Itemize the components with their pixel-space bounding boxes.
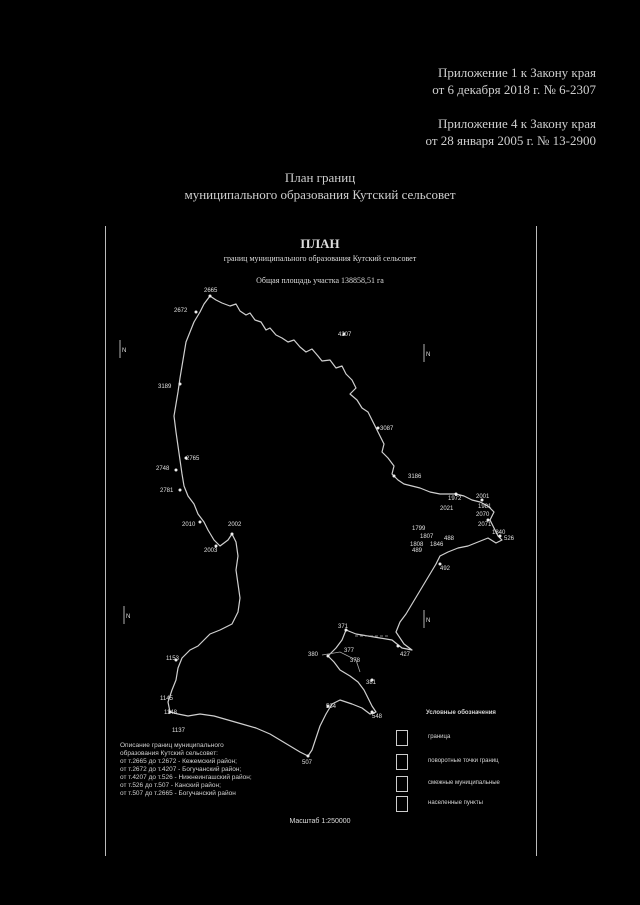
annex-1-line1: Приложение 1 к Закону края — [437, 65, 596, 80]
note-line: от т.507 до т.2665 - Богучанский район — [120, 790, 236, 797]
point-label: 2672 — [174, 308, 188, 314]
point-label: 2010 — [182, 522, 196, 528]
map-subheading: границ муниципального образования Кутский сельсовет — [223, 254, 417, 263]
point-label: 1145 — [160, 696, 173, 702]
legend-symbol-adjacent — [396, 776, 408, 792]
legend-symbol-boundary — [396, 730, 408, 746]
point-label: 2748 — [156, 466, 170, 472]
document-subtitle: муниципального образования Кутский сельсовет — [184, 187, 456, 202]
point-label: 3087 — [380, 426, 394, 432]
annex-1-line2: от 6 декабря 2018 г. № 6-2307 — [432, 82, 596, 97]
point-label: 507 — [302, 760, 313, 766]
point-label: 526 — [504, 536, 515, 542]
point-label: 492 — [440, 566, 451, 572]
legend-item: граница — [428, 734, 451, 740]
point-label: 371 — [338, 624, 349, 630]
note-line: от т.526 до т.507 - Канский район; — [120, 782, 221, 789]
map-area: Общая площадь участка 138858,51 га — [256, 276, 384, 285]
annex-4-line2: от 28 января 2005 г. № 13-2900 — [425, 133, 596, 148]
map-heading: ПЛАН — [300, 236, 340, 251]
document-title: План границ — [284, 170, 356, 185]
point-label: 2001 — [476, 494, 490, 500]
legend-symbol-points — [396, 754, 408, 770]
turning-points — [169, 295, 502, 758]
point-label: 1840 — [492, 530, 506, 536]
point-label: 3186 — [408, 474, 422, 480]
point-label: 1148 — [164, 710, 177, 716]
point-label: 380 — [308, 652, 319, 658]
legend-title: Условные обозначения — [426, 710, 496, 716]
point-label: 3189 — [158, 384, 172, 390]
legend-item: смежные муниципальные — [428, 780, 500, 786]
map-scale: Масштаб 1:250000 — [289, 818, 351, 825]
point-label: 1972 — [448, 496, 462, 502]
point-label: 1799 — [412, 526, 426, 532]
note-line: Описание границ муниципального — [120, 742, 224, 749]
point-label: 2665 — [204, 288, 218, 294]
point-label: 377 — [344, 648, 355, 654]
point-label: 2070 — [476, 512, 490, 518]
point-label: 4207 — [338, 332, 352, 338]
point-label: 427 — [400, 652, 411, 658]
municipal-boundary — [168, 296, 502, 756]
point-label: 378 — [350, 658, 361, 664]
north-arrow-label: N — [126, 614, 131, 620]
point-label: 2781 — [160, 488, 174, 494]
point-label: 2765 — [186, 456, 200, 462]
point-label: 1807 — [420, 534, 434, 540]
note-line: от т.2672 до т.4207 - Богучанский район; — [120, 766, 242, 773]
point-label: 1153 — [166, 656, 179, 662]
point-label: 488 — [444, 536, 455, 542]
point-label: 2021 — [440, 506, 454, 512]
point-labels — [156, 288, 515, 766]
annex-4-line1: Приложение 4 к Закону края — [437, 116, 596, 131]
point-label: 381 — [366, 680, 377, 686]
legend-symbol-settlement — [396, 796, 408, 812]
legend-item: населенные пункты — [428, 800, 483, 806]
point-label: 1137 — [172, 728, 185, 734]
north-arrow-label: N — [122, 348, 127, 354]
point-label: 534 — [326, 704, 337, 710]
point-label: 1846 — [430, 542, 444, 548]
point-label: 2003 — [204, 548, 218, 554]
north-arrow-label: N — [426, 618, 431, 624]
point-label: 2071 — [478, 522, 492, 528]
point-label: 548 — [372, 714, 383, 720]
legend-item: поворотные точки границ — [428, 758, 499, 764]
boundary-description — [120, 742, 252, 798]
point-label: 489 — [412, 548, 423, 554]
point-label: 1981 — [478, 504, 492, 510]
note-line: образования Кутский сельсовет: — [120, 750, 218, 757]
point-label: 1808 — [410, 542, 424, 548]
north-arrow-label: N — [426, 352, 431, 358]
note-line: от т.2665 до т.2672 - Кежемский район; — [120, 758, 237, 765]
note-line: от т.4207 до т.526 - Нижнеингашский район; — [120, 774, 252, 781]
point-label: 2002 — [228, 522, 242, 528]
